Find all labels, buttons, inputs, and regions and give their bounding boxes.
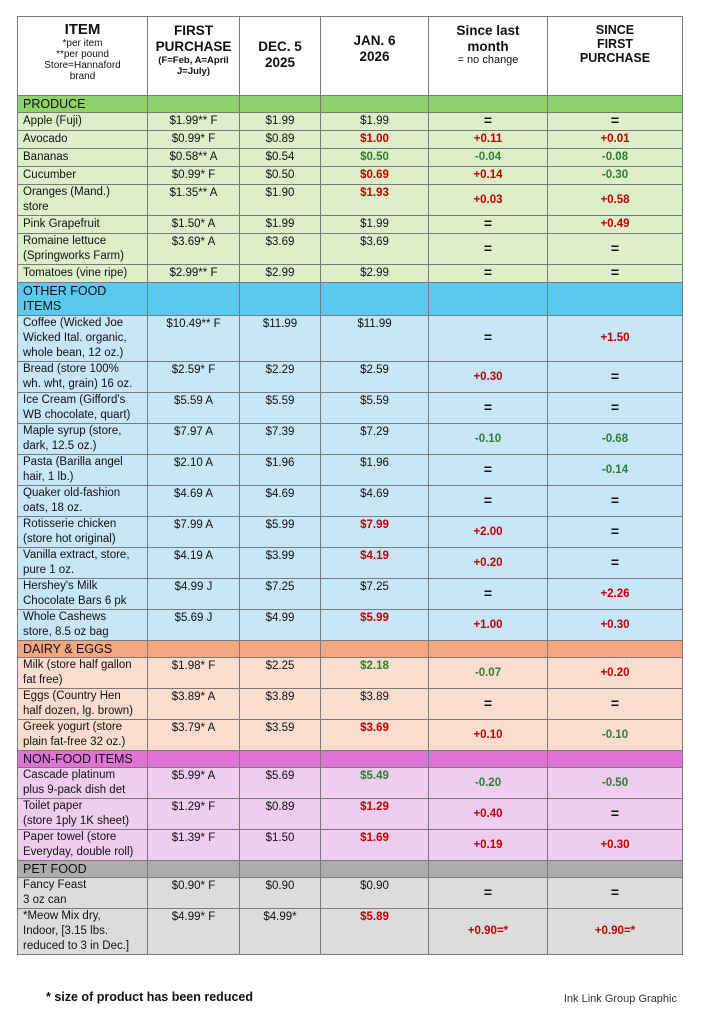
item-name: Romaine lettuce (Springworks Farm) (18, 234, 148, 265)
header-dec: DEC. 5 2025 (240, 17, 321, 96)
first-purchase-price: $7.97 A (148, 424, 240, 455)
since-month-change: +0.10 (429, 720, 548, 751)
since-month-change: +0.19 (429, 830, 548, 861)
since-month-change: = (429, 265, 548, 283)
section-title: PET FOOD (18, 861, 148, 878)
table-row (18, 131, 683, 149)
footnote: * size of product has been reduced (46, 990, 253, 1004)
table-row (18, 720, 683, 751)
since-first-change: +0.20 (548, 658, 683, 689)
table-row (18, 830, 683, 861)
jan-price: $3.89 (321, 689, 429, 720)
first-purchase-price: $2.10 A (148, 455, 240, 486)
dec-price: $0.90 (240, 878, 321, 909)
jan-price: $5.99 (321, 610, 429, 641)
since-first-change: -0.50 (548, 768, 683, 799)
item-name: Avocado (18, 131, 148, 149)
dec-price: $7.25 (240, 579, 321, 610)
table-row (18, 185, 683, 216)
table-row (18, 517, 683, 548)
item-name: Oranges (Mand.) store (18, 185, 148, 216)
table-row (18, 424, 683, 455)
header-since-month: Since last month = no change (429, 17, 548, 96)
jan-price: $1.69 (321, 830, 429, 861)
first-purchase-price: $1.50* A (148, 216, 240, 234)
section-header-produce (18, 96, 683, 113)
table-row (18, 216, 683, 234)
jan-price: $2.18 (321, 658, 429, 689)
dec-price: $2.29 (240, 362, 321, 393)
header-item-title: ITEM (64, 21, 101, 38)
since-first-change: +2.26 (548, 579, 683, 610)
header-row (18, 17, 683, 96)
section-title: NON-FOOD ITEMS (18, 751, 148, 768)
header-item: ITEM *per item **per pound Store=Hannaford brand (18, 17, 148, 96)
dec-price: $5.59 (240, 393, 321, 424)
since-first-change: = (548, 265, 683, 283)
item-name: Rotisserie chicken (store hot original) (18, 517, 148, 548)
item-name: Greek yogurt (store plain fat-free 32 oz.) (18, 720, 148, 751)
first-purchase-price: $4.19 A (148, 548, 240, 579)
dec-price: $0.89 (240, 799, 321, 830)
since-first-change: = (548, 393, 683, 424)
item-name: Coffee (Wicked Joe Wicked Ital. organic, whole bean, 12 oz.) (18, 316, 148, 362)
jan-price: $2.99 (321, 265, 429, 283)
since-first-change: +0.30 (548, 830, 683, 861)
jan-price: $5.59 (321, 393, 429, 424)
since-first-change: = (548, 362, 683, 393)
dec-price: $1.96 (240, 455, 321, 486)
since-month-change: +0.30 (429, 362, 548, 393)
dec-price: $0.50 (240, 167, 321, 185)
dec-price: $4.69 (240, 486, 321, 517)
table-row (18, 878, 683, 909)
item-name: Tomatoes (vine ripe) (18, 265, 148, 283)
since-month-change: -0.10 (429, 424, 548, 455)
since-month-change: -0.04 (429, 149, 548, 167)
dec-price: $0.54 (240, 149, 321, 167)
item-name: Pasta (Barilla angel hair, 1 lb.) (18, 455, 148, 486)
since-month-change: = (429, 455, 548, 486)
since-first-change: = (548, 517, 683, 548)
jan-price: $0.50 (321, 149, 429, 167)
jan-price: $7.25 (321, 579, 429, 610)
since-month-change: = (429, 234, 548, 265)
since-first-change: +0.49 (548, 216, 683, 234)
credit: Ink Link Group Graphic (563, 993, 677, 1005)
item-name: Hershey's Milk Chocolate Bars 6 pk (18, 579, 148, 610)
first-purchase-price: $2.59* F (148, 362, 240, 393)
dec-price: $3.69 (240, 234, 321, 265)
since-first-change: +1.50 (548, 316, 683, 362)
table-row (18, 689, 683, 720)
jan-price: $1.99 (321, 113, 429, 131)
first-purchase-price: $1.29* F (148, 799, 240, 830)
since-first-change: = (548, 234, 683, 265)
jan-price: $2.59 (321, 362, 429, 393)
section-header-food (18, 283, 683, 316)
first-purchase-price: $0.99* F (148, 131, 240, 149)
since-month-change: +0.20 (429, 548, 548, 579)
first-purchase-price: $2.99** F (148, 265, 240, 283)
dec-price: $3.89 (240, 689, 321, 720)
section-title: PRODUCE (18, 96, 148, 113)
section-header-pet (18, 861, 683, 878)
dec-price: $7.39 (240, 424, 321, 455)
since-first-change: -0.68 (548, 424, 683, 455)
table-row (18, 610, 683, 641)
since-first-change: +0.90=* (548, 909, 683, 955)
table-row (18, 316, 683, 362)
since-month-change: -0.20 (429, 768, 548, 799)
first-purchase-price: $3.89* A (148, 689, 240, 720)
dec-price: $1.50 (240, 830, 321, 861)
since-month-change: -0.07 (429, 658, 548, 689)
jan-price: $4.69 (321, 486, 429, 517)
section-title: DAIRY & EGGS (18, 641, 148, 658)
jan-price: $1.96 (321, 455, 429, 486)
jan-price: $7.99 (321, 517, 429, 548)
dec-price: $5.69 (240, 768, 321, 799)
since-month-change: = (429, 579, 548, 610)
price-table (17, 16, 683, 955)
first-purchase-price: $5.99* A (148, 768, 240, 799)
dec-price: $1.90 (240, 185, 321, 216)
table-row (18, 486, 683, 517)
item-name: Bananas (18, 149, 148, 167)
since-first-change: -0.10 (548, 720, 683, 751)
item-name: Paper towel (store Everyday, double roll) (18, 830, 148, 861)
since-month-change: +1.00 (429, 610, 548, 641)
item-name: Eggs (Country Hen half dozen, lg. brown) (18, 689, 148, 720)
first-purchase-price: $0.90* F (148, 878, 240, 909)
first-purchase-price: $7.99 A (148, 517, 240, 548)
since-first-change: -0.08 (548, 149, 683, 167)
first-purchase-price: $1.98* F (148, 658, 240, 689)
table-row (18, 579, 683, 610)
table-row (18, 909, 683, 955)
since-month-change: = (429, 113, 548, 131)
item-name: Milk (store half gallon fat free) (18, 658, 148, 689)
header-since-first: SINCE FIRST PURCHASE (548, 17, 683, 96)
since-month-change: = (429, 486, 548, 517)
first-purchase-price: $4.69 A (148, 486, 240, 517)
jan-price: $1.29 (321, 799, 429, 830)
jan-price: $1.00 (321, 131, 429, 149)
since-month-change: +2.00 (429, 517, 548, 548)
since-first-change: = (548, 548, 683, 579)
since-month-change: = (429, 316, 548, 362)
dec-price: $2.99 (240, 265, 321, 283)
jan-price: $1.93 (321, 185, 429, 216)
dec-price: $3.59 (240, 720, 321, 751)
table-row (18, 455, 683, 486)
jan-price: $0.69 (321, 167, 429, 185)
section-header-nonfood (18, 751, 683, 768)
jan-price: $4.19 (321, 548, 429, 579)
item-name: Cascade platinum plus 9-pack dish det (18, 768, 148, 799)
dec-price: $4.99* (240, 909, 321, 955)
table-row (18, 113, 683, 131)
item-name: Pink Grapefruit (18, 216, 148, 234)
since-month-change: +0.90=* (429, 909, 548, 955)
dec-price: $3.99 (240, 548, 321, 579)
first-purchase-price: $5.59 A (148, 393, 240, 424)
table-row (18, 768, 683, 799)
table-row (18, 548, 683, 579)
item-name: Quaker old-fashion oats, 18 oz. (18, 486, 148, 517)
first-purchase-price: $0.58** A (148, 149, 240, 167)
first-purchase-price: $0.99* F (148, 167, 240, 185)
table-row (18, 149, 683, 167)
dec-price: $5.99 (240, 517, 321, 548)
item-name: Fancy Feast 3 oz can (18, 878, 148, 909)
dec-price: $1.99 (240, 113, 321, 131)
first-purchase-price: $3.69* A (148, 234, 240, 265)
dec-price: $4.99 (240, 610, 321, 641)
since-month-change: = (429, 216, 548, 234)
first-purchase-price: $1.35** A (148, 185, 240, 216)
table-row (18, 658, 683, 689)
table-row (18, 167, 683, 185)
since-first-change: +0.30 (548, 610, 683, 641)
since-first-change: = (548, 799, 683, 830)
jan-price: $1.99 (321, 216, 429, 234)
jan-price: $5.49 (321, 768, 429, 799)
dec-price: $0.89 (240, 131, 321, 149)
header-jan: JAN. 6 2026 (321, 17, 429, 96)
dec-price: $2.25 (240, 658, 321, 689)
table-row (18, 234, 683, 265)
first-purchase-price: $1.99** F (148, 113, 240, 131)
jan-price: $7.29 (321, 424, 429, 455)
jan-price: $5.89 (321, 909, 429, 955)
section-title: OTHER FOOD ITEMS (18, 283, 148, 316)
table-row (18, 362, 683, 393)
jan-price: $0.90 (321, 878, 429, 909)
since-first-change: +0.01 (548, 131, 683, 149)
since-first-change: = (548, 486, 683, 517)
since-first-change: = (548, 878, 683, 909)
since-month-change: +0.03 (429, 185, 548, 216)
item-name: Toilet paper (store 1ply 1K sheet) (18, 799, 148, 830)
since-month-change: +0.40 (429, 799, 548, 830)
item-name: Maple syrup (store, dark, 12.5 oz.) (18, 424, 148, 455)
jan-price: $11.99 (321, 316, 429, 362)
jan-price: $3.69 (321, 720, 429, 751)
table-row (18, 799, 683, 830)
table-row (18, 393, 683, 424)
item-name: Cucumber (18, 167, 148, 185)
first-purchase-price: $10.49** F (148, 316, 240, 362)
since-month-change: +0.11 (429, 131, 548, 149)
item-name: Ice Cream (Gifford's WB chocolate, quart) (18, 393, 148, 424)
header-first-purchase: FIRST PURCHASE (F=Feb, A=April J=July) (148, 17, 240, 96)
item-name: Whole Cashews store, 8.5 oz bag (18, 610, 148, 641)
item-name: Bread (store 100% wh. wht, grain) 16 oz. (18, 362, 148, 393)
first-purchase-price: $3.79* A (148, 720, 240, 751)
first-purchase-price: $4.99* F (148, 909, 240, 955)
first-purchase-price: $5.69 J (148, 610, 240, 641)
dec-price: $11.99 (240, 316, 321, 362)
jan-price: $3.69 (321, 234, 429, 265)
section-header-dairy (18, 641, 683, 658)
item-name: *Meow Mix dry, Indoor, [3.15 lbs. reduced to 3 in Dec.] (18, 909, 148, 955)
since-first-change: -0.14 (548, 455, 683, 486)
since-month-change: = (429, 689, 548, 720)
since-month-change: = (429, 878, 548, 909)
since-first-change: +0.58 (548, 185, 683, 216)
since-first-change: = (548, 689, 683, 720)
since-first-change: -0.30 (548, 167, 683, 185)
dec-price: $1.99 (240, 216, 321, 234)
first-purchase-price: $1.39* F (148, 830, 240, 861)
first-purchase-price: $4.99 J (148, 579, 240, 610)
since-month-change: +0.14 (429, 167, 548, 185)
item-name: Vanilla extract, store, pure 1 oz. (18, 548, 148, 579)
since-month-change: = (429, 393, 548, 424)
table-row (18, 265, 683, 283)
item-name: Apple (Fuji) (18, 113, 148, 131)
since-first-change: = (548, 113, 683, 131)
